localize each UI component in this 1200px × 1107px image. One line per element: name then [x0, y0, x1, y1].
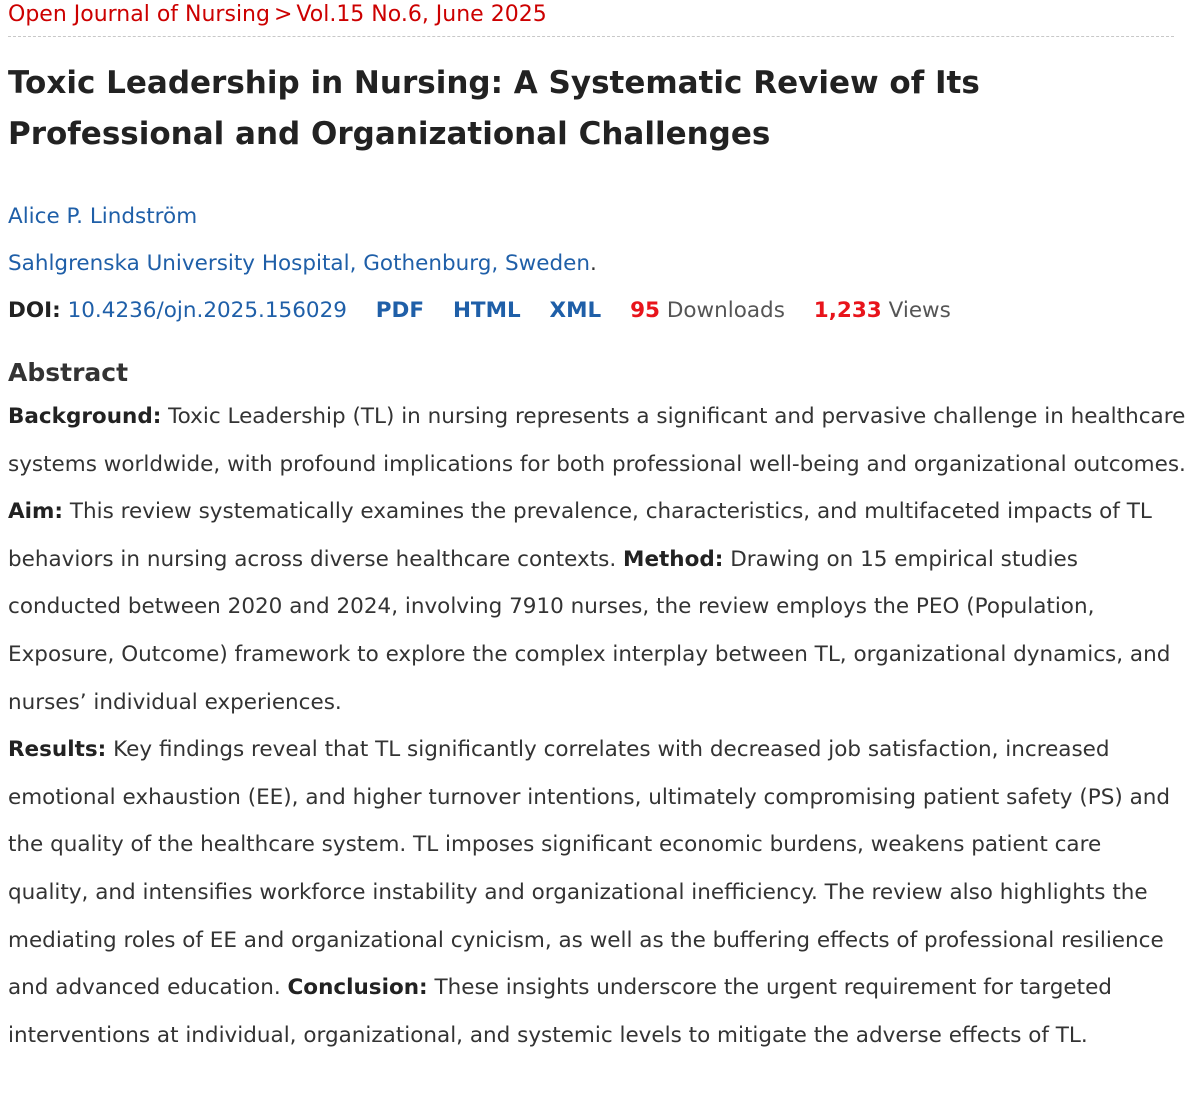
author-link[interactable]: Alice P. Lindström [8, 204, 198, 229]
pdf-link[interactable]: PDF [375, 298, 425, 323]
doi-label: DOI: [8, 298, 61, 323]
views-label: Views [888, 298, 951, 323]
abstract-heading: Abstract [8, 358, 129, 387]
author-list [8, 193, 1192, 240]
doi-link[interactable]: 10.4236/ojn.2025.156029 [67, 298, 347, 323]
article-meta [8, 287, 1192, 334]
html-link[interactable]: HTML [452, 298, 521, 323]
views-count: 1,233 [813, 298, 882, 323]
results-label: Results: [8, 737, 107, 763]
breadcrumb [8, 0, 1192, 36]
abstract-body [8, 393, 1192, 1059]
article-title: Toxic Leadership in Nursing: A Systematic Review of Its Professional and Organizational Challenges [8, 65, 980, 152]
affiliation-suffix: . [590, 251, 597, 276]
affiliation-link[interactable]: Sahlgrenska University Hospital, Gothenburg, Sweden [8, 251, 590, 276]
aim-text: This review systematically examines the prevalence, characteristics, and multifaceted impacts of TL behaviors in nursing across diverse healthcare contexts. [8, 499, 1152, 572]
aim-label: Aim: [8, 499, 64, 525]
breadcrumb-journal-link[interactable]: Open Journal of Nursing [8, 2, 270, 27]
downloads-count: 95 [630, 298, 660, 323]
downloads-label: Downloads [666, 298, 785, 323]
xml-link[interactable]: XML [549, 298, 602, 323]
background-label: Background: [8, 404, 162, 429]
background-text: Toxic Leadership (TL) in nursing represents a significant and pervasive challenge in healthcare systems worldwide, with profound implications for both professional well-being and organizational outcomes. [8, 404, 1186, 477]
header-divider [8, 36, 1174, 37]
method-label: Method: [623, 546, 724, 572]
method-text: Drawing on 15 empirical studies conducted between 2020 and 2024, involving 7910 nurses, the review employs the PEO (Population, Exposure, Outcome) framework to explore the complex interplay between TL, organizational dynamics, and nurses’ individual experiences. [8, 546, 1171, 715]
breadcrumb-issue-link[interactable]: Vol.15 No.6, June 2025 [296, 2, 547, 27]
results-text: Key findings reveal that TL significantly correlates with decreased job satisfaction, increased emotional exhaustion (EE), and higher turnover intentions, ultimately compromising patient safety (PS) and the quality of the healthcare system. TL imposes significant economic burdens, weakens patient care quality, and intensifies workforce instability and organizational inefficiency. The review also highlights the mediating roles of EE and organizational cynicism, as well as the buffering effects of professional resilience and advanced education. [8, 737, 1171, 1001]
conclusion-label: Conclusion: [287, 975, 428, 1001]
affiliation [8, 240, 1192, 287]
breadcrumb-separator: > [273, 2, 293, 27]
conclusion-text: These insights underscore the urgent requirement for targeted interventions at individual, organizational, and systemic levels to mitigate the adverse effects of TL. [8, 975, 1112, 1048]
